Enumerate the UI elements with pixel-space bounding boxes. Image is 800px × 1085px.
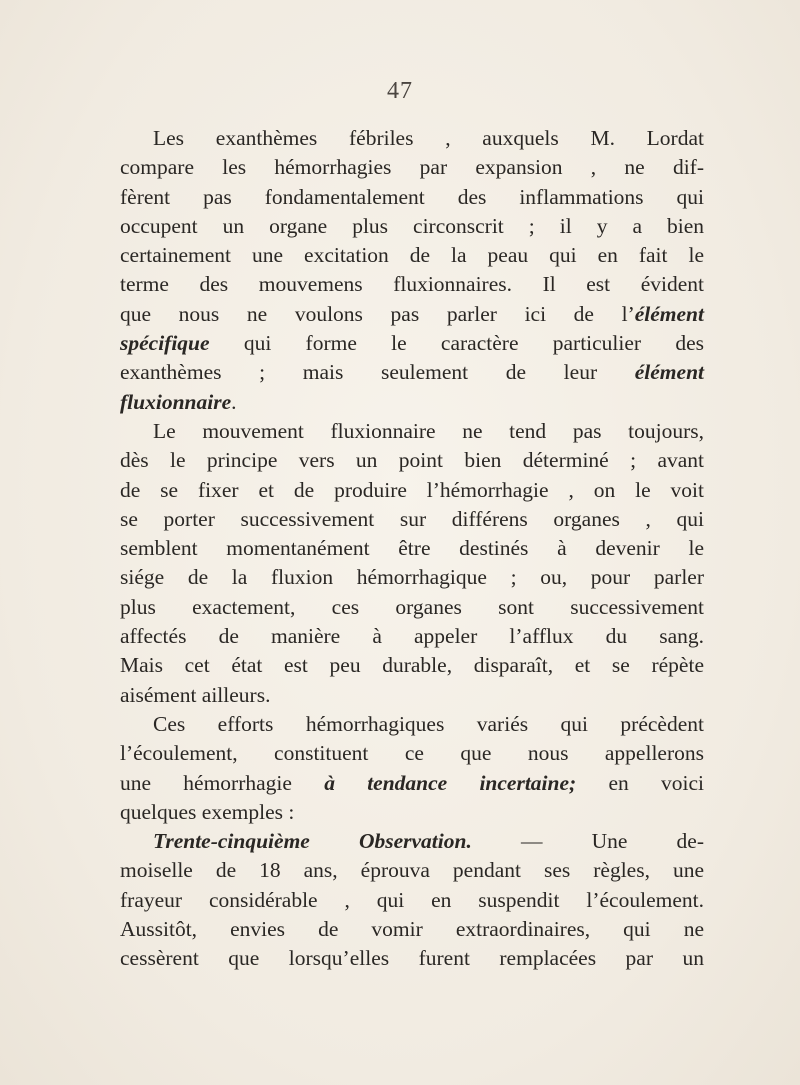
text-line: dès le principe vers un point bien déterminé ; avant [120, 448, 704, 473]
text-segment: que nous ne voulons pas parler ici de l’ [120, 301, 635, 326]
text-line: Mais cet état est peu durable, disparaît, et se répète [120, 653, 704, 678]
text-line [120, 300, 704, 329]
text-segment: . [231, 389, 237, 414]
text-line: affectés de manière à appeler l’afflux du sang. [120, 624, 704, 649]
text-line: aisément ailleurs. [120, 682, 271, 707]
italic-term: à tendance incertaine; [324, 770, 577, 795]
text-line: frayeur considérable , qui en suspendit l’écoulement. [120, 887, 704, 912]
italic-term: spécifique [120, 331, 210, 356]
text-line: terme des mouvemens fluxionnaires. Il est évident [120, 272, 704, 297]
text-line [120, 827, 704, 856]
text-line: Le mouvement fluxionnaire ne tend pas toujours, [153, 418, 704, 443]
body-text [120, 124, 704, 974]
text-line: Ces efforts hémorrhagiques variés qui précèdent [153, 711, 704, 736]
text-line: Les exanthèmes fébriles , auxquels M. Lordat [153, 126, 704, 150]
text-line: siége de la fluxion hémorrhagique ; ou, pour parler [120, 565, 704, 590]
observation-heading: Trente-cinquième Observation. [153, 829, 472, 854]
text-line: cessèrent que lorsqu’elles furent remplacées par un [120, 946, 704, 971]
italic-term: fluxionnaire [120, 389, 232, 414]
text-line: plus exactement, ces organes sont successivement [120, 594, 704, 619]
text-line: quelques exemples : [120, 799, 295, 824]
text-segment: une hémorrhagie [120, 770, 292, 795]
italic-term: élément [634, 301, 704, 326]
text-segment: qui forme le caractère particulier des [243, 331, 705, 356]
text-line [120, 358, 704, 387]
text-line: Aussitôt, envies de vomir extraordinaires, qui ne [120, 917, 704, 942]
text-line: moiselle de 18 ans, éprouva pendant ses règles, une [120, 858, 704, 883]
text-line [120, 388, 704, 417]
text-line: l’écoulement, constituent ce que nous appellerons [120, 741, 704, 766]
text-line: occupent un organe plus circonscrit ; il y a bien [120, 213, 704, 238]
text-line: compare les hémorrhagies par expansion , ne dif- [120, 155, 704, 180]
text-segment: en voici [608, 770, 704, 795]
text-line: se porter successivement sur différens organes , qui [120, 506, 704, 531]
text-line: de se fixer et de produire l’hémorrhagie , on le voit [120, 477, 704, 502]
italic-term: élément [634, 360, 705, 385]
page-number: 47 [387, 78, 413, 104]
text-segment: exanthèmes ; mais seulement de leur [120, 360, 598, 385]
text-line [120, 329, 704, 358]
text-line: certainement une excitation de la peau qui en fait le [120, 243, 704, 268]
text-line: semblent momentanément être destinés à devenir le [120, 536, 704, 561]
text-line [120, 769, 704, 798]
text-segment: — Une de- [520, 829, 704, 854]
text-line: fèrent pas fondamentalement des inflammations qui [120, 184, 704, 209]
